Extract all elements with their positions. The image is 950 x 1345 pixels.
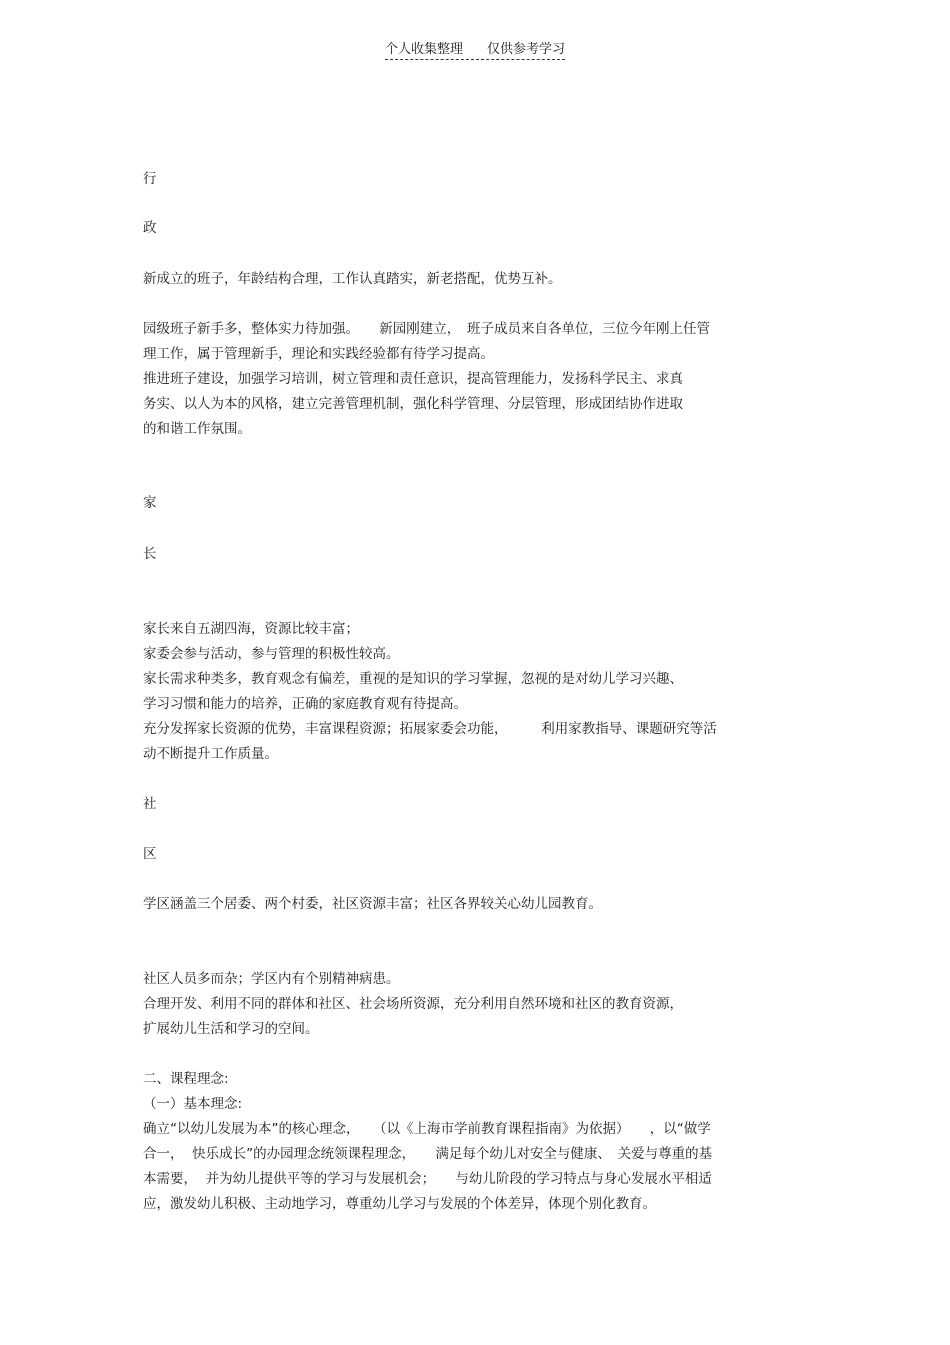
section-label-community-2: 区: [143, 846, 157, 862]
parents-line-1: 家长来自五湖四海，资源比较丰富；: [143, 621, 359, 637]
parents-line-4: 学习习惯和能力的培养，正确的家庭教育观有待提高。: [143, 696, 467, 712]
admin-measures-line-3: 的和谐工作氛围。: [143, 421, 251, 437]
parents-line-2: 家委会参与活动，参与管理的积极性较高。: [143, 646, 400, 662]
parents-line-6: 动不断提升工作质量。: [143, 746, 278, 762]
community-line-1: 学区涵盖三个居委、两个村委，社区资源丰富；社区各界较关心幼儿园教育。: [143, 896, 602, 912]
parents-line-5: 充分发挥家长资源的优势，丰富课程资源；拓展家委会功能， 利用家教指导、课题研究等活: [143, 721, 717, 737]
admin-measures-line-1: 推进班子建设，加强学习培训，树立管理和责任意识，提高管理能力，发扬科学民主、求真: [143, 371, 683, 387]
parents-line-3: 家长需求种类多，教育观念有偏差，重视的是知识的学习掌握，忽视的是对幼儿学习兴趣、: [143, 671, 683, 687]
admin-strengths: 新成立的班子，年龄结构合理，工作认真踏实，新老搭配，优势互补。: [143, 271, 562, 287]
community-line-4: 扩展幼儿生活和学习的空间。: [143, 1021, 319, 1037]
curriculum-line-4: 应，激发幼儿积极、主动地学习，尊重幼儿学习与发展的个体差异，体现个别化教育。: [143, 1196, 656, 1212]
curriculum-line-2: 合一， 快乐成长”的办园理念统领课程理念， 满足每个幼儿对安全与健康、 关爱与尊重的基: [143, 1146, 713, 1162]
curriculum-subheading: （一）基本理念:: [143, 1096, 243, 1112]
section-label-admin-1: 行: [143, 171, 157, 187]
header-left: 个人收集整理: [384, 42, 463, 57]
curriculum-line-1: 确立“以幼儿发展为本”的核心理念， （以《上海市学前教育课程指南》为依据） ，以“做学: [143, 1121, 711, 1137]
section-label-community-1: 社: [143, 796, 157, 812]
community-line-2: 社区人员多而杂；学区内有个别精神病患。: [143, 971, 400, 987]
section-label-parents-2: 长: [143, 546, 157, 562]
admin-weakness-line-2: 理工作，属于管理新手，理论和实践经验都有待学习提高。: [143, 346, 494, 362]
admin-measures-line-2: 务实、以人为本的风格，建立完善管理机制，强化科学管理、分层管理，形成团结协作进取: [143, 396, 683, 412]
admin-weakness-line-1: 园级班子新手多，整体实力待加强。 新园刚建立， 班子成员来自各单位，三位今年刚上任管: [143, 321, 710, 337]
header-right: 仅供参考学习: [487, 42, 566, 57]
curriculum-line-3: 本需要， 并为幼儿提供平等的学习与发展机会； 与幼儿阶段的学习特点与身心发展水平相适: [143, 1171, 712, 1187]
section-label-parents-1: 家: [143, 495, 157, 511]
community-line-3: 合理开发、利用不同的群体和社区、社会场所资源，充分利用自然环境和社区的教育资源，: [143, 996, 683, 1012]
section-label-admin-2: 政: [143, 220, 157, 236]
page-header: [0, 38, 950, 60]
curriculum-heading: 二、课程理念:: [143, 1071, 229, 1087]
header-text: [385, 38, 565, 60]
